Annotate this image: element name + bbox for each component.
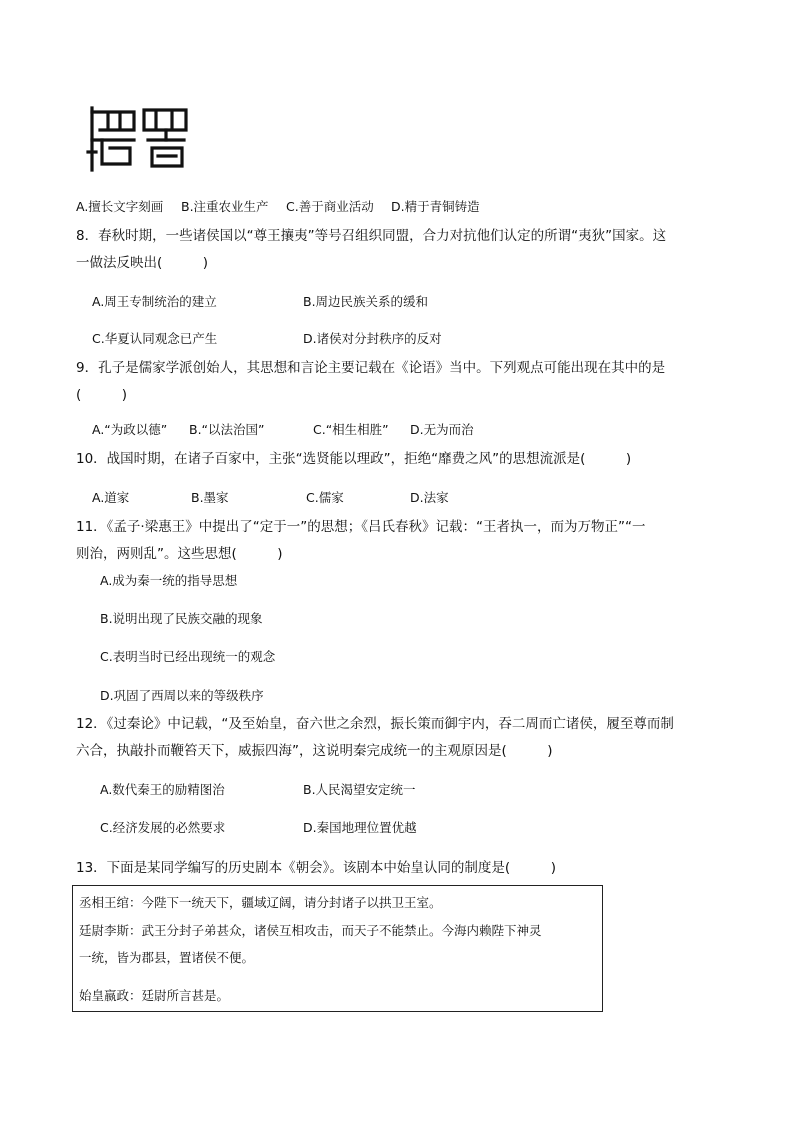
q12-option-c: C.经济发展的必然要求 [100,820,226,835]
q8-option-b: B.周边民族关系的缓和 [303,294,429,309]
q7-option-c: C.善于商业活动 [286,199,374,214]
q10-option-c: C.儒家 [306,490,344,505]
q9-stem-line2: ( ) [76,387,128,403]
q10-option-d: D.法家 [410,490,449,505]
q12-stem-line1: 12．《过秦论》中记载，“及至始皇，奋六世之余烈，振长策而御宇内，吞二周而亡诸侯，履至尊而制 [76,716,674,732]
dialog-line: 始皇嬴政：廷尉所言甚是。 [79,988,230,1003]
q8-stem-line1: 8．春秋时期，一些诸侯国以“尊王攘夷”等号召组织同盟，合力对抗他们认定的所谓“夷狄”国家。这 [76,228,667,244]
q9-stem-line1: 9．孔子是儒家学派创始人，其思想和言论主要记载在《论语》当中。下列观点可能出现在其中的是 [76,360,666,376]
q8-option-a: A.周王专制统治的建立 [92,294,217,309]
dialog-line: 丞相王绾：今陛下一统天下，疆域辽阔，请分封诸子以拱卫王室。 [79,895,442,910]
q9-option-b: B.“以法治国” [189,422,265,437]
q11-option-d: D.巩固了西周以来的等级秩序 [100,688,264,703]
dialog-line: 一统，皆为郡县，置诸侯不便。 [79,950,255,965]
ancient-glyph-figure [86,100,198,178]
q8-stem-line2: 一做法反映出( ) [76,255,209,271]
bronze-script-glyph-icon [86,100,198,178]
q12-stem-line2: 六合，执敲扑而鞭笞天下，威振四海”，这说明秦完成统一的主观原因是( ) [76,743,553,759]
q11-option-c: C.表明当时已经出现统一的观念 [100,649,276,664]
q9-option-d: D.无为而治 [410,422,474,437]
q11-option-b: B.说明出现了民族交融的现象 [100,611,263,626]
q10-stem-line1: 10．战国时期，在诸子百家中，主张“选贤能以理政”，拒绝“靡费之风”的思想流派是( ) [76,451,632,467]
q11-stem-line1: 11．《孟子·梁惠王》中提出了“定于一”的思想；《吕氏春秋》记载：“王者执一，而为万物正”“一 [76,519,646,535]
q10-option-a: A.道家 [92,490,130,505]
q7-option-d: D.精于青铜铸造 [391,199,480,214]
q7-option-b: B.注重农业生产 [181,199,269,214]
q10-option-b: B.墨家 [191,490,229,505]
q13-script-dialog-box [72,885,603,1012]
q8-option-d: D.诸侯对分封秩序的反对 [303,331,442,346]
dialog-line: 廷尉李斯：武王分封子弟甚众，诸侯互相攻击，而天子不能禁止。今海内赖陛下神灵 [79,923,542,938]
q9-option-c: C.“相生相胜” [313,422,389,437]
q12-option-b: B.人民渴望安定统一 [303,782,416,797]
q8-option-c: C.华夏认同观念已产生 [92,331,218,346]
q13-stem-line1: 13．下面是某同学编写的历史剧本《朝会》。该剧本中始皇认同的制度是( ) [76,860,556,876]
q11-option-a: A.成为秦一统的指导思想 [100,573,238,588]
q7-option-a: A.擅长文字刻画 [76,199,164,214]
q12-option-d: D.秦国地理位置优越 [303,820,417,835]
q11-stem-line2: 则治，两则乱”。这些思想( ) [76,546,283,562]
q12-option-a: A.数代秦王的励精图治 [100,782,225,797]
q9-option-a: A.“为政以德” [92,422,168,437]
